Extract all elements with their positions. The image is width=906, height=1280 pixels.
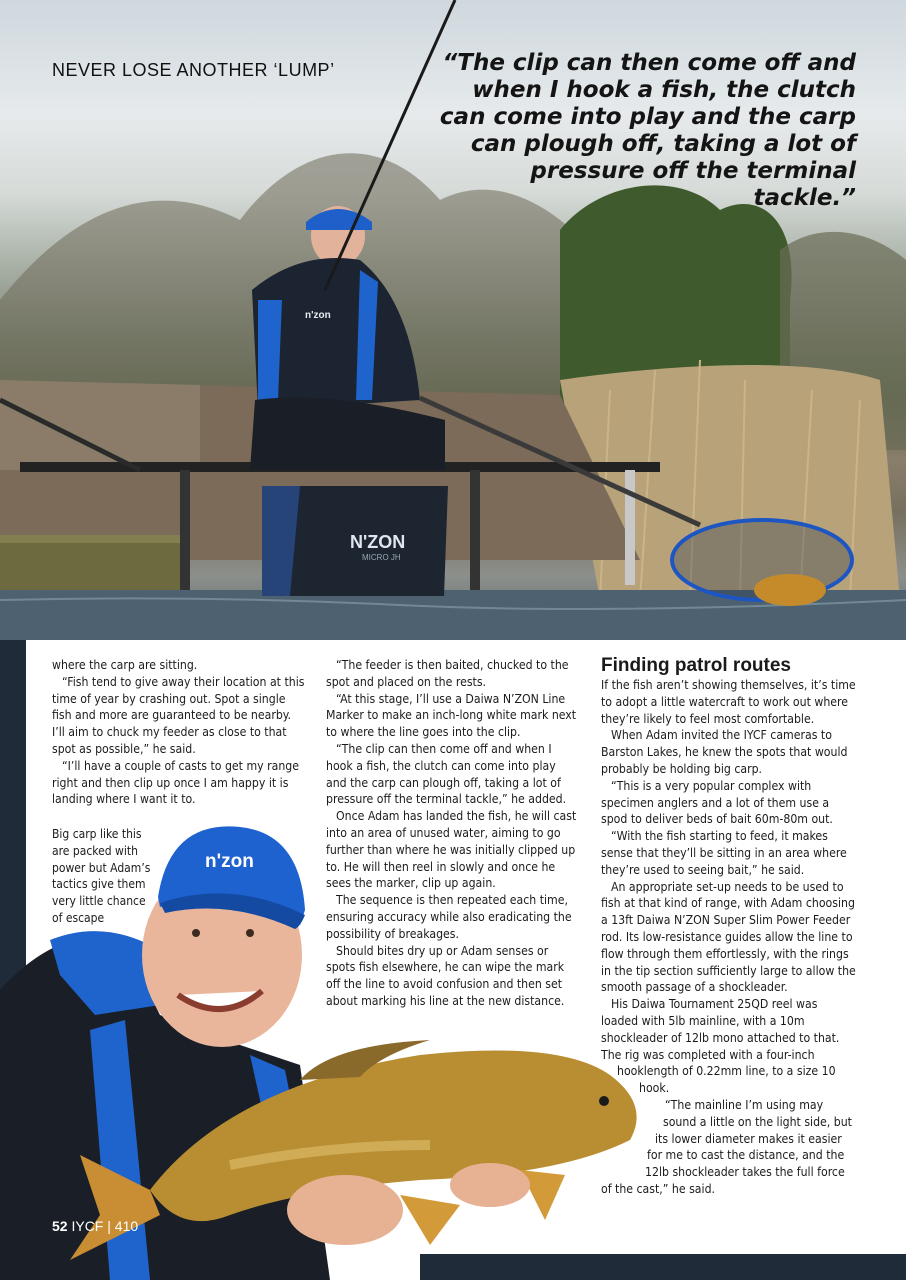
page-number: 52 bbox=[52, 1218, 68, 1234]
text-line: its lower diameter makes it easier bbox=[655, 1131, 842, 1146]
issue-number: 410 bbox=[114, 1218, 139, 1234]
paragraph: Once Adam has landed the fish, he will cast into an area of unused water, aiming to go further than where he was initially clipped up to. He will then reel in slowly and once he sees the marker, clip up again. bbox=[326, 809, 577, 891]
text-line: 12lb shockleader takes the full force bbox=[645, 1165, 845, 1180]
article-column-3 bbox=[601, 655, 857, 1198]
paragraph: When Adam invited the IYCF cameras to Barston Lakes, he knew the spots that would probably be holding big carp. bbox=[601, 728, 848, 776]
text-line: for me to cast the distance, and the bbox=[647, 1148, 845, 1163]
paragraph: “This is a very popular complex with specimen anglers and a lot of them use a spod to deliver beds of bait 60m-80m out. bbox=[601, 778, 833, 827]
paragraph: “The clip can then come off and when I hook a fish, the clutch can come into play and the carp can plough off, taking a lot of pressure off the terminal tackle,” he added. bbox=[326, 741, 567, 807]
pull-quote: “The clip can then come off and when I hook a fish, the clutch can come into play and the carp can plough off, taking a lot of pressure off the terminal tackle.” bbox=[439, 50, 856, 211]
seatbox-logo: N'ZON bbox=[350, 532, 406, 552]
article-column-1 bbox=[52, 657, 305, 808]
article-column-2 bbox=[326, 657, 579, 1010]
section-kicker: NEVER LOSE ANOTHER ‘LUMP’ bbox=[52, 60, 335, 80]
paragraph: “At this stage, I’ll use a Daiwa N’ZON Line Marker to make an inch-long white mark next to where the line goes into the clip. bbox=[326, 691, 577, 740]
paragraph: His Daiwa Tournament 25QD reel was loaded with 5lb mainline, with a 10m shockleader of 12lb mono attached to that. The rig was completed with a four-inch bbox=[601, 997, 840, 1062]
photo-caption: Big carp like this are packed with power but Adam’s tactics give them very little chance of escape bbox=[52, 827, 151, 925]
page-folio bbox=[52, 1218, 138, 1234]
paragraph: An appropriate set-up needs to be used to fish at that kind of range, with Adam choosing a 13ft Daiwa N’ZON Super Slim Power Feeder rod. Its low-resistance guides allow the line to flow through them effortlessly, with the rings in the tip section sufficiently large to allow the smooth passage of a shockleader. bbox=[601, 879, 856, 995]
paragraph: “I’ll have a couple of casts to get my range right and then clip up once I am happy it is landing where I want it to. bbox=[52, 758, 299, 807]
paragraph: where the carp are sitting. bbox=[52, 658, 198, 672]
paragraph: Should bites dry up or Adam senses or spots fish elsewhere, he can wipe the mark off the line to avoid confusion and then set about marking his line at the new distance. bbox=[326, 943, 565, 1008]
text-line: sound a little on the light side, but bbox=[663, 1114, 852, 1129]
magazine-name: IYCF bbox=[71, 1218, 104, 1234]
paragraph: “The feeder is then baited, chucked to the spot and placed on the rests. bbox=[326, 658, 569, 689]
paragraph: “Fish tend to give away their location at this time of year by crashing out. Spot a single fish and more are guaranteed to be nearby. I’ll aim to chuck my feeder as close to that spot as possible,” he said. bbox=[52, 674, 305, 756]
section-heading: Finding patrol routes bbox=[601, 655, 791, 676]
folio-separator: | bbox=[107, 1218, 111, 1234]
paragraph: “With the fish starting to feed, it makes sense that they’ll be sitting in an area where they’re used to seeing bait,” he said. bbox=[601, 829, 847, 877]
text-line: of the cast,” he said. bbox=[601, 1181, 716, 1196]
angler-jacket-logo: n'zon bbox=[305, 310, 331, 321]
text-line: “The mainline I’m using may bbox=[665, 1097, 824, 1112]
seatbox-sublogo: MICRO JH bbox=[362, 553, 401, 562]
text-line: hook. bbox=[639, 1081, 670, 1096]
cap-logo: n'zon bbox=[205, 851, 254, 872]
paragraph: If the fish aren’t showing themselves, it’s time to adopt a little watercraft to work out where they’re likely to feel most comfortable. bbox=[601, 678, 856, 726]
text-line: hooklength of 0.22mm line, to a size 10 bbox=[617, 1064, 836, 1079]
paragraph: The sequence is then repeated each time, ensuring accuracy while also eradicating the possibility of breakages. bbox=[326, 893, 572, 941]
